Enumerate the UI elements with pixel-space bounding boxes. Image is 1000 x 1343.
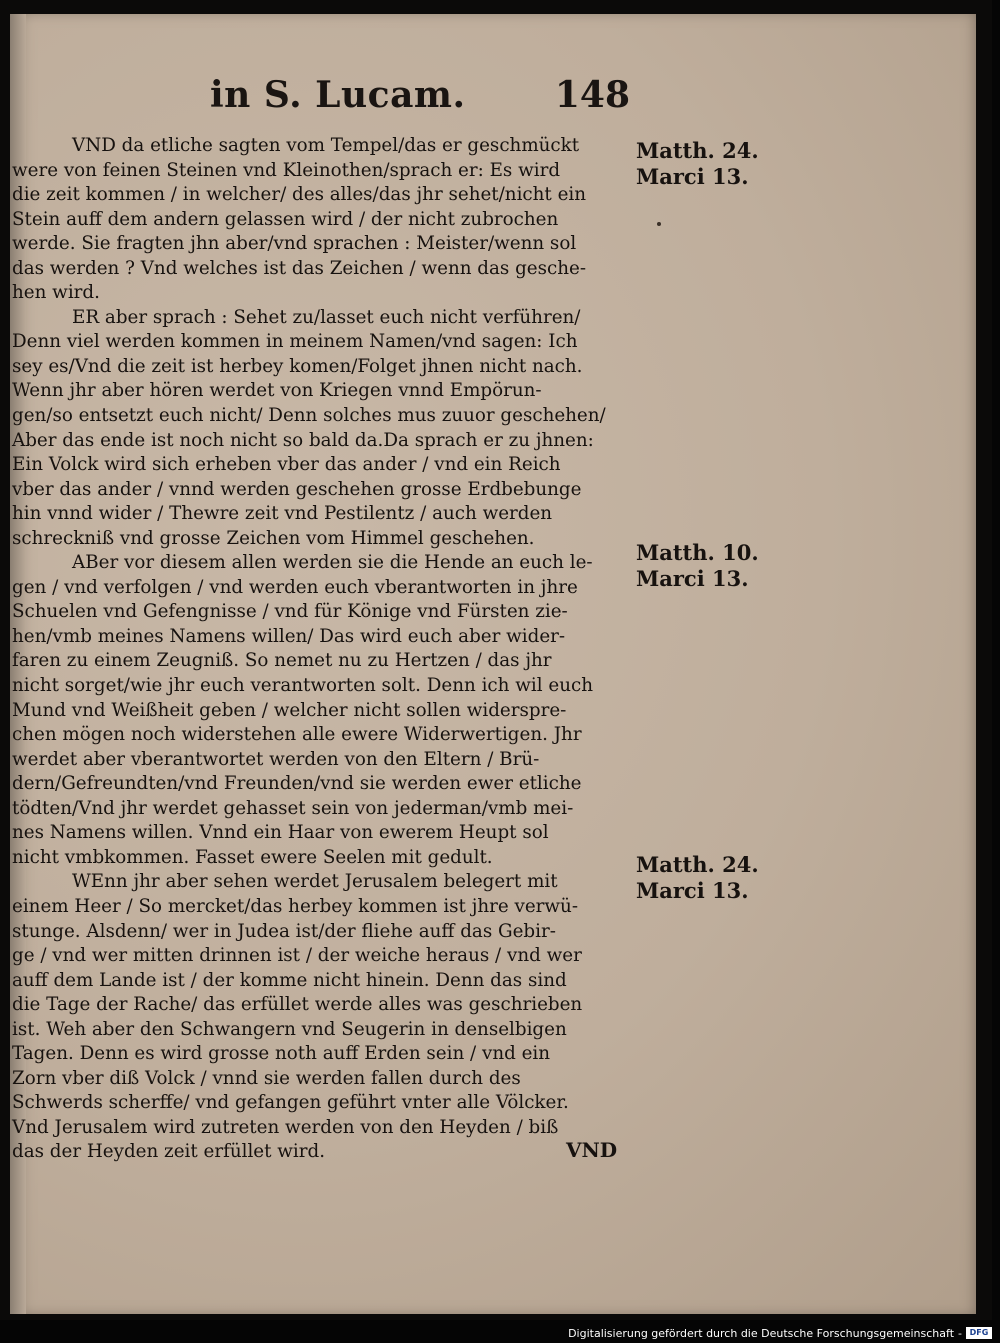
text-line: ER aber sprach : Sehet zu/lasset euch nicht verführen/ [72,306,581,328]
text-line: chen mögen noch widerstehen alle ewere Widerwertigen. Jhr [12,724,582,746]
text-line: gen/so entsetzt euch nicht/ Denn solches mus zuuor geschehen/ [12,405,606,427]
text-line: Tagen. Denn es wird grosse noth auff Erden sein / vnd ein [12,1043,551,1065]
footer [568,1326,992,1340]
margin-note-line: Matth. 24. [636,852,759,877]
text-line: auff dem Lande ist / der komme nicht hinein. Denn das sind [12,969,567,991]
text-line: VND da etliche sagten vom Tempel/das er geschmückt [72,135,580,156]
text-line: Ein Volck wird sich erheben vber das ander / vnd ein Reich [12,454,561,476]
body-text [12,134,630,1165]
text-line: nes Namens willen. Vnnd ein Haar von ewerem Heupt sol [12,822,549,844]
margin-note [636,540,796,592]
text-line: faren zu einem Zeugniß. So nemet nu zu Hertzen / das jhr [12,650,552,672]
margin-note-line: Marci 13. [636,566,749,591]
margin-note-line: Matth. 10. [636,540,759,565]
text-line: hen/vmb meines Namens willen/ Das wird euch aber wider- [12,625,566,647]
footer-separator: - [958,1326,962,1340]
text-line: were von feinen Steinen vnd Kleinothen/sprach er: Es wird [12,159,561,181]
text-line: Vnd Jerusalem wird zutreten werden von den Heyden / biß [12,1116,559,1138]
text-line: Schwerds scherffe/ vnd gefangen geführt vnter alle Völcker. [12,1092,569,1114]
text-line: stunge. Alsdenn/ wer in Judea ist/der fliehe auff das Gebir- [12,920,556,942]
margin-note [636,138,796,190]
text-line: tödten/Vnd jhr werdet gehasset sein von jederman/vmb mei- [12,797,574,819]
page-number: 148 [554,74,630,116]
text-line: werdet aber vberantwortet werden von den Eltern / Brü- [12,748,540,770]
text-line: das werden ? Vnd welches ist das Zeichen / wenn das gesche- [12,257,587,279]
text-line: die zeit kommen / in welcher/ des alles/das jhr sehet/nicht ein [12,184,587,206]
text-line: Mund vnd Weißheit geben / welcher nicht sollen widerspre- [12,699,567,721]
text-line: werde. Sie fragten jhn aber/vnd sprachen : Meister/wenn sol [12,233,577,255]
text-line: hin vnnd wider / Thewre zeit vnd Pestilentz / auch werden [12,503,553,525]
text-line: ABer vor diesem allen werden sie die Hende an euch le- [72,552,593,574]
text-line: gen / vnd verfolgen / vnd werden euch vberantworten in jhre [12,576,578,598]
dfg-logo-icon: DFG [966,1327,992,1339]
text-line: Zorn vber diß Volck / vnnd sie werden fallen durch des [12,1067,521,1089]
text-line: ist. Weh aber den Schwangern vnd Seugerin in denselbigen [12,1018,567,1040]
text-line: Denn viel werden kommen in meinem Namen/vnd sagen: Ich [12,331,578,353]
margin-note [636,852,796,904]
catchword: VND [566,1138,618,1162]
text-line: Wenn jhr aber hören werdet von Kriegen vnnd Empörun- [12,380,542,402]
text-line: Schuelen vnd Gefengnisse / vnd für Könige vnd Fürsten zie- [12,601,568,623]
text-line: ge / vnd wer mitten drinnen ist / der weiche heraus / vnd wer [12,945,582,967]
text-line: nicht sorget/wie jhr euch verantworten solt. Denn ich wil euch [12,675,593,697]
ink-mark [657,222,661,226]
text-line: die Tage der Rache/ das erfüllet werde alles was geschrieben [12,994,583,1016]
text-line: Aber das ende ist noch nicht so bald da.Da sprach er zu jhnen: [12,429,594,451]
margin-note-line: Marci 13. [636,164,749,189]
text-line: WEnn jhr aber sehen werdet Jerusalem belegert mit [72,871,558,893]
running-head [210,70,630,130]
margin-note-line: Matth. 24. [636,138,759,163]
text-line: vber das ander / vnnd werden geschehen grosse Erdbebunge [12,478,582,500]
text-line: dern/Gefreundten/vnd Freunden/vnd sie werden ewer etliche [12,773,582,795]
text-line: Stein auff dem andern gelassen wird / der nicht zubrochen [12,208,559,230]
text-line: sey es/Vnd die zeit ist herbey komen/Folget jhnen nicht nach. [12,355,583,377]
text-line: das der Heyden zeit erfüllet wird. [12,1141,326,1163]
running-title: in S. Lucam. [210,74,466,116]
margin-note-line: Marci 13. [636,878,749,903]
text-line: hen wird. [12,282,100,304]
text-line: schreckniß vnd grosse Zeichen vom Himmel geschehen. [12,527,535,549]
text-line: einem Heer / So mercket/das herbey kommen ist jhre verwü- [12,895,579,917]
footer-credit: Digitalisierung gefördert durch die Deutsche Forschungsgemeinschaft [568,1326,955,1340]
text-line: nicht vmbkommen. Fasset ewere Seelen mit gedult. [12,846,493,868]
